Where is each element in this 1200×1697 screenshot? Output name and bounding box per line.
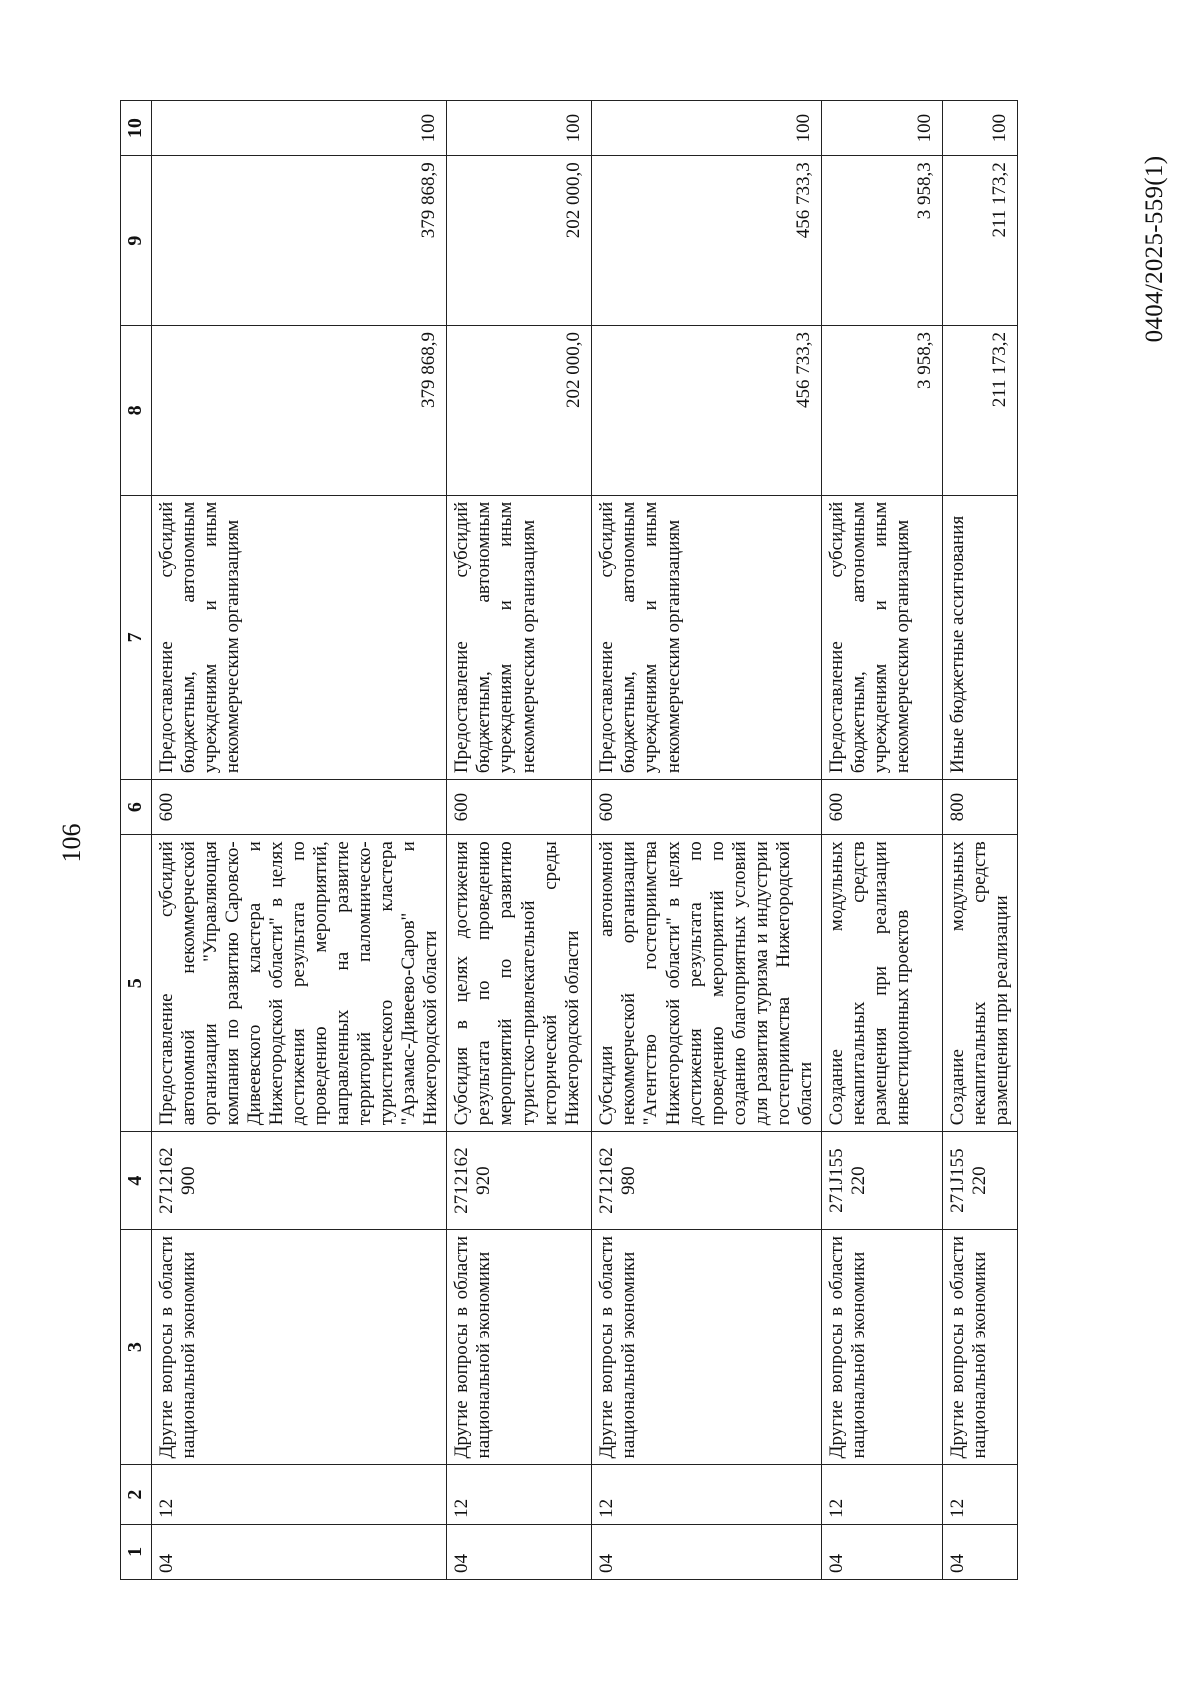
- expense-type-code: 800: [942, 780, 1017, 835]
- table-row: [152, 101, 447, 1580]
- expense-type-name: Предоставление субсидий бюджетным, автономным учреждениям и иным некоммерческим организациям: [592, 495, 821, 779]
- planned-amount: 211 173,2: [942, 326, 1017, 496]
- section-code: 04: [821, 1524, 942, 1579]
- subsection-name: Другие вопросы в области национальной экономики: [942, 1229, 1017, 1465]
- page-number: 106: [57, 823, 86, 863]
- target-article-name: Создание модульных некапитальных средств размещения при реализации инвестиционных проектов: [821, 835, 942, 1132]
- target-article-code: 271J155 220: [942, 1132, 1017, 1230]
- execution-percent: 100: [821, 101, 942, 156]
- section-code: 04: [152, 1524, 447, 1579]
- expense-type-code: 600: [447, 780, 592, 835]
- table-row: [821, 101, 942, 1580]
- expense-type-name: Предоставление субсидий бюджетным, автономным учреждениям и иным некоммерческим организациям: [821, 495, 942, 779]
- expense-type-name: Иные бюджетные ассигнования: [942, 495, 1017, 779]
- subsection-name: Другие вопросы в области национальной экономики: [821, 1229, 942, 1465]
- expense-type-code: 600: [592, 780, 821, 835]
- subsection-name: Другие вопросы в области национальной экономики: [152, 1229, 447, 1465]
- table-row: [592, 101, 821, 1580]
- expense-type-name: Предоставление субсидий бюджетным, автономным учреждениям и иным некоммерческим организациям: [447, 495, 592, 779]
- execution-percent: 100: [152, 101, 447, 156]
- target-article-name: Предоставление субсидий автономной некоммерческой организации "Управляющая компания по развитию Саровско-Дивеевского кластера и Нижегородской области" в целях достижения результата по проведению мероприятий, направленных на развитие территорий паломническо-туристического кластера "Арзамас-Дивеево-Саров" и Нижегородской области: [152, 835, 447, 1132]
- executed-amount: 202 000,0: [447, 156, 592, 326]
- header-col-5: 5: [121, 835, 152, 1132]
- header-col-2: 2: [121, 1465, 152, 1524]
- subsection-code: 12: [447, 1465, 592, 1524]
- executed-amount: 456 733,3: [592, 156, 821, 326]
- budget-table: [120, 100, 1018, 1580]
- planned-amount: 3 958,3: [821, 326, 942, 496]
- subsection-code: 12: [942, 1465, 1017, 1524]
- subsection-code: 12: [592, 1465, 821, 1524]
- expense-type-code: 600: [152, 780, 447, 835]
- target-article-code: 2712162 900: [152, 1132, 447, 1230]
- executed-amount: 379 868,9: [152, 156, 447, 326]
- header-col-7: 7: [121, 495, 152, 779]
- target-article-code: 2712162 980: [592, 1132, 821, 1230]
- expense-type-name: Предоставление субсидий бюджетным, автономным учреждениям и иным некоммерческим организациям: [152, 495, 447, 779]
- execution-percent: 100: [942, 101, 1017, 156]
- target-article-name: Создание модульных некапитальных средств размещения при реализации: [942, 835, 1017, 1132]
- execution-percent: 100: [447, 101, 592, 156]
- header-row: [121, 101, 152, 1580]
- header-col-1: 1: [121, 1524, 152, 1579]
- subsection-code: 12: [821, 1465, 942, 1524]
- header-col-9: 9: [121, 156, 152, 326]
- header-col-8: 8: [121, 326, 152, 496]
- header-col-10: 10: [121, 101, 152, 156]
- subsection-name: Другие вопросы в области национальной экономики: [447, 1229, 592, 1465]
- header-col-6: 6: [121, 780, 152, 835]
- planned-amount: 202 000,0: [447, 326, 592, 496]
- subsection-name: Другие вопросы в области национальной экономики: [592, 1229, 821, 1465]
- subsection-code: 12: [152, 1465, 447, 1524]
- target-article-code: 2712162 920: [447, 1132, 592, 1230]
- planned-amount: 379 868,9: [152, 326, 447, 496]
- table-row: [942, 101, 1017, 1580]
- section-code: 04: [942, 1524, 1017, 1579]
- target-article-name: Субсидия в целях достижения результата по проведению мероприятий по развитию туристско-привлекательной исторической среды Нижегородской области: [447, 835, 592, 1132]
- header-col-4: 4: [121, 1132, 152, 1230]
- table-row: [447, 101, 592, 1580]
- document-code: 0404/2025-559(1): [1141, 155, 1168, 343]
- expense-type-code: 600: [821, 780, 942, 835]
- section-code: 04: [447, 1524, 592, 1579]
- execution-percent: 100: [592, 101, 821, 156]
- planned-amount: 456 733,3: [592, 326, 821, 496]
- section-code: 04: [592, 1524, 821, 1579]
- rotated-table-sheet: [120, 100, 1070, 1580]
- target-article-name: Субсидии автономной некоммерческой организации "Агентство гостеприимства Нижегородской области" в целях достижения результата по проведению мероприятий по созданию благоприятных условий для развития туризма и индустрии гостеприимства Нижегородской области: [592, 835, 821, 1132]
- target-article-code: 271J155 220: [821, 1132, 942, 1230]
- header-col-3: 3: [121, 1229, 152, 1465]
- executed-amount: 3 958,3: [821, 156, 942, 326]
- executed-amount: 211 173,2: [942, 156, 1017, 326]
